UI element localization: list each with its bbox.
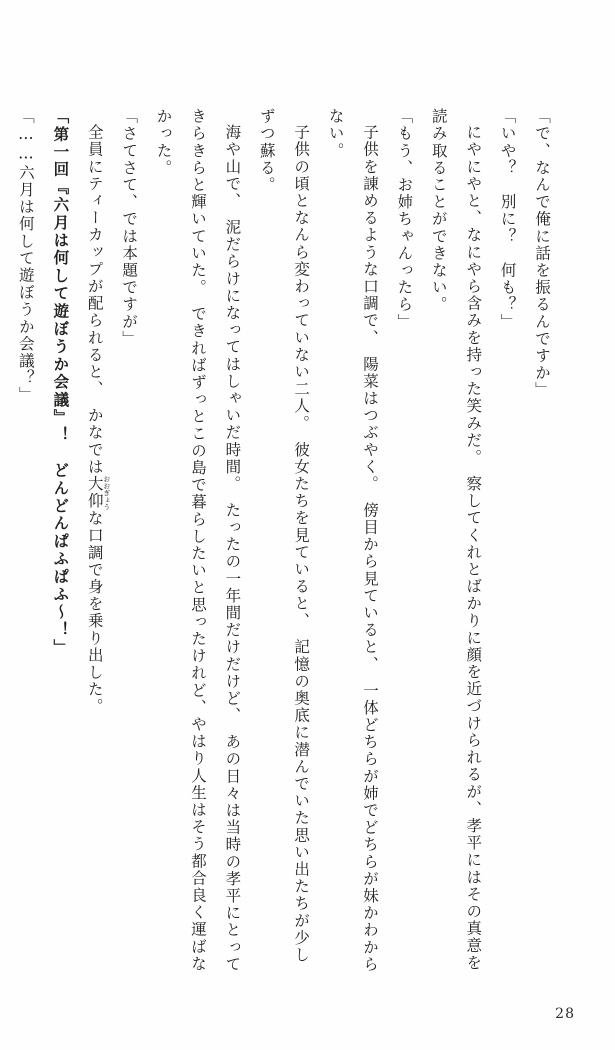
narration-paragraph: 子供を諌めるような口調で、 陽菜はつぶやく。 傍目から見ていると、 一体どちらが姉でどちらが妹かわからない。 [326, 108, 379, 973]
ruby-annotated-word [85, 474, 111, 510]
ruby-sentence-part-a: 全員にティーカップが配られると、 かなでは [85, 123, 104, 475]
page-number: 28 [555, 1006, 575, 1022]
ruby-sentence-part-b: な口調で身を乗り出した。 [85, 509, 104, 715]
dialogue-line: 「もう、お姉ちゃんったら」 [395, 108, 414, 331]
ruby-reading: おおぎょう [102, 474, 111, 510]
narration-paragraph: 海や山で、 泥だらけになってはしゃいだ時間。 たったの一年間だけだけど、 あの日々は当時の孝平にとってきらきらと輝いていた。 できればずっとこの島で暮らしたいと思ったけれど、やはり人生はそう都合良く運ばなかった。 [154, 108, 242, 973]
narration-paragraph [0, 108, 9, 978]
narration-paragraph-with-ruby [77, 108, 111, 978]
narration-paragraph: 子供の頃となんら変わっていない二人。 彼女たちを見ていると、 記憶の奥底に潜んでいた思い出たちが少しずつ蘇る。 [257, 108, 311, 963]
dialogue-line-emphasis: 「第一回『六月は何して遊ぼうか会議』！ どんどんぱふぱふ～！」 [51, 108, 71, 657]
ruby-base: 大仰 [85, 474, 104, 510]
dialogue-line: 「さてさて、では本題ですが」 [120, 108, 139, 348]
dialogue-line: 「いや？ 別に？ 何も？」 [498, 108, 517, 331]
dialogue-line: 「で、なんで俺に話を振るんですか」 [533, 108, 551, 399]
novel-text-body [16, 108, 559, 978]
narration-paragraph: にやにやと、なにやら含みを持った笑みだ。 察してくれとばかりに顔を近づけられるが、孝平にはその真意を読み取ることができない。 [429, 108, 483, 971]
dialogue-line: 「……六月は何して遊ぼうか会議？」 [16, 108, 35, 404]
